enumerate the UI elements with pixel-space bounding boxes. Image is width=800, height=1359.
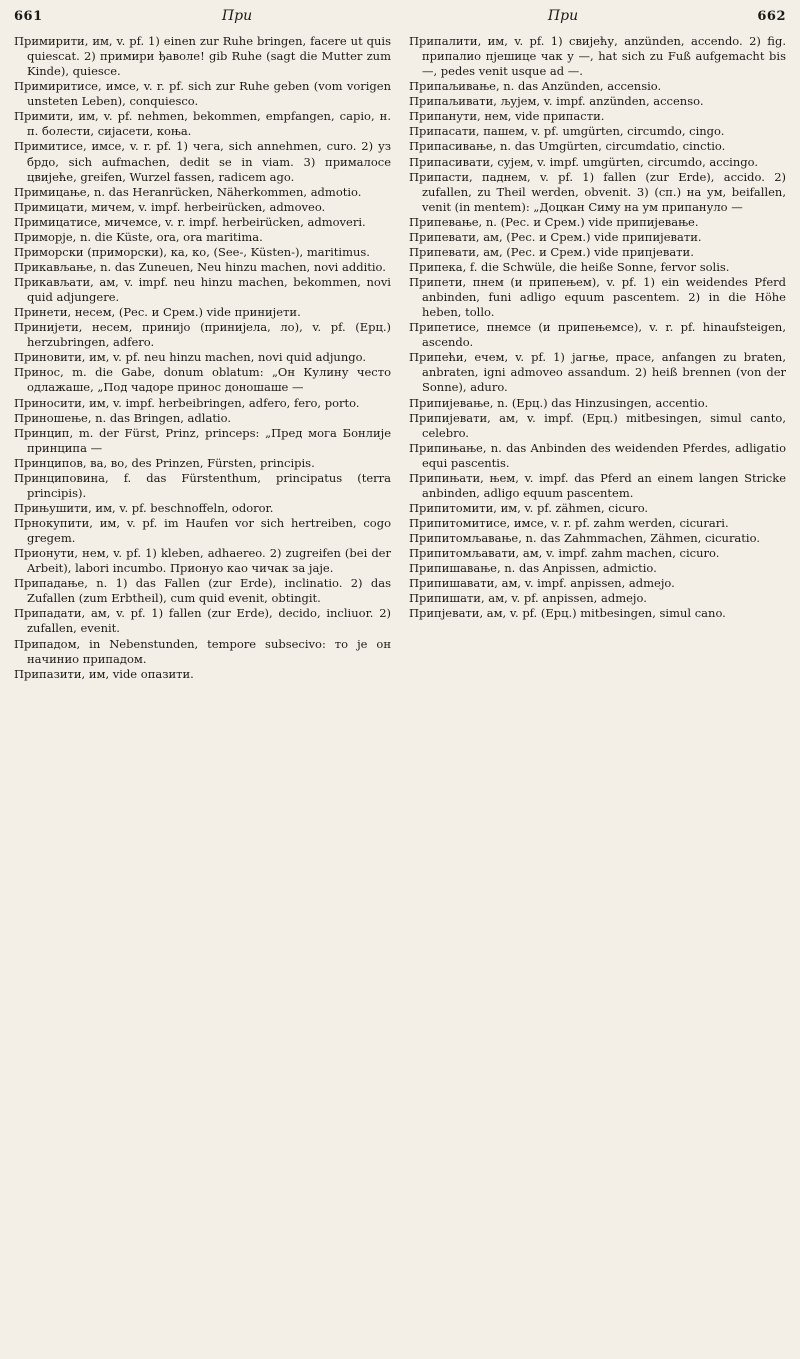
dictionary-entry: Припасати, пашем, v. pf. umgürten, circumdo, cingo. (409, 124, 725, 139)
dictionary-entry: Припијевати, ам, v. impf. (Ерц.) mitbesingen, simul canto, celebro. (409, 410, 786, 440)
dictionary-entry: Приношење, n. das Bringen, adlatio. (14, 410, 231, 425)
dictionary-entry: Припасивање, n. das Umgürten, circumdatio, cinctio. (409, 139, 726, 154)
dictionary-entry: Приморски (приморски), ка, ко, (See-, Küsten-), maritimus. (14, 244, 370, 259)
dictionary-entry: Припасти, паднем, v. pf. 1) fallen (zur Erde), accido. 2) zufallen, zu Theil werden, obvenit. 3) (сп.) на ум, beifallen, venit (in mentem): „Доцкан Симу на ум припануло — (409, 169, 786, 214)
dictionary-entry: Приновити, им, v. pf. neu hinzu machen, novi quid adjungo. (14, 350, 366, 365)
page-header (14, 8, 786, 34)
dictionary-entry: Припитомитисе, имсе, v. r. pf. zahm werden, cicurari. (409, 516, 729, 530)
dictionary-entry: Припишавати, ам, v. impf. anpissen, admejo. (409, 576, 675, 591)
dictionary-entry: Припаљивање, n. das Anzünden, accensio. (409, 79, 662, 94)
dictionary-entry: Припетисе, пнемсе (и припењемсе), v. r. pf. hinaufsteigen, ascendo. (409, 320, 786, 350)
dictionary-entry: Принциповина, f. das Fürstenthum, principatus (terra principis). (14, 470, 391, 500)
dictionary-entry: Примицање, n. das Heranrücken, Näherkommen, admotio. (14, 184, 362, 199)
dictionary-entry: Припитомити, им, v. pf. zähmen, cicuro. (409, 500, 649, 515)
dictionary-entry: Приморје, n. die Küste, ora, ora maritima. (14, 229, 263, 244)
dictionary-entry: Прионути, нем, v. pf. 1) kleben, adhaereo. 2) zugreifen (bei der Arbeit), labori incumbo. Прионуо као чичак за jаjе. (14, 546, 391, 576)
dictionary-entry: Припадом, in Nebenstunden, tempore subsecivo: то je он начинио припадом. (14, 636, 391, 666)
right-column (409, 34, 786, 682)
dictionary-entry: Примицатисе, мичемсе, v. r. impf. herbeirücken, admoveri. (14, 214, 366, 229)
dictionary-entry: Примицати, мичем, v. impf. herbeirücken, admoveo. (14, 199, 326, 214)
dictionary-entry: Прињушити, им, v. pf. beschnoffeln, odoror. (14, 500, 274, 515)
dictionary-entry: Принос, m. die Gabe, donum oblatum: „Он Кулину често одлажаше, „Под чадоре принос доношаше — (14, 365, 391, 395)
dictionary-entry: Припишавање, n. das Anpissen, admictio. (409, 561, 657, 576)
left-page-number: 661 (14, 9, 43, 24)
dictionary-entry: Припанути, нем, vide припасти. (409, 109, 605, 124)
dictionary-entry: Припитомљавање, n. das Zahmmachen, Zähmen, cicuratio. (409, 531, 760, 546)
dictionary-entry: Припјевати, ам, v. pf. (Ерц.) mitbesingen, simul cano. (409, 606, 726, 621)
dictionary-entry: Припећи, ечем, v. pf. 1) јагње, прасе, anfangen zu braten, anbraten, igni admoveo assandum. 2) heiß brennen (von der Sonne), aduro. (409, 350, 786, 395)
dictionary-entry: Примитисе, имсе, v. r. pf. 1) чега, sich annehmen, curo. 2) уз брдо, sich aufmachen, dedit se in viam. 3) прималосе цвиjеће, greifen, Wurzel fassen, radicem ago. (14, 139, 391, 184)
dictionary-entry: Прикављање, n. das Zuneuen, Neu hinzu machen, novi additio. (14, 259, 386, 274)
dictionary-entry: Припишати, ам, v. pf. anpissen, admejo. (409, 591, 647, 606)
dictionary-entry: Принети, несем, (Рес. и Срем.) vide принијети. (14, 305, 301, 320)
left-column (14, 34, 391, 682)
dictionary-entry: Примирити, им, v. pf. 1) einen zur Ruhe bringen, facere ut quis quiescat. 2) примири ђаволе! gib Ruhe (sagt die Mutter zum Kinde), quiesce. (14, 34, 391, 79)
right-page-number: 662 (757, 9, 786, 24)
dictionary-entry: Принијети, несем, принијо (принијела, ло), v. pf. (Ерц.) herzubringen, adfero. (14, 320, 391, 350)
dictionary-entry: Примити, им, v. pf. nehmen, bekommen, empfangen, capio, н. п. болести, сиjасети, коња. (14, 109, 391, 139)
dictionary-entry: Принцип, m. der Fürst, Prinz, princeps: „Пред мога Бонлиjе принципа — (14, 425, 391, 455)
dictionary-entry: Припадање, n. 1) das Fallen (zur Erde), inclinatio. 2) das Zufallen (zum Erbtheil), cum quid evenit, obtingit. (14, 576, 391, 606)
left-catchword: При (221, 8, 253, 24)
dictionary-entry: Прикављати, ам, v. impf. neu hinzu machen, bekommen, novi quid adjungere. (14, 275, 391, 305)
dictionary-entry: Припевати, ам, (Рес. и Срем.) vide припјевати. (409, 244, 694, 259)
dictionary-entry: Припалити, им, v. pf. 1) свиjећу, anzünden, accendo. 2) fig. припалио пјешице чак у —, hat sich zu Fuß aufgemacht bis —, pedes venit usque ad —. (409, 34, 786, 79)
dictionary-entry: Припињати, њем, v. impf. das Pferd an einem langen Stricke anbinden, adligo equum pascentem. (409, 470, 786, 500)
dictionary-entry: Прнокупити, им, v. pf. im Haufen vor sich hertreiben, cogo gregem. (14, 516, 391, 546)
columns (14, 34, 786, 682)
right-catchword: При (547, 8, 579, 24)
dictionary-entry: Припевати, ам, (Рес. и Срем.) vide припијевати. (409, 229, 702, 244)
dictionary-entry: Припети, пнем (и припењем), v. pf. 1) ein weidendes Pferd anbinden, funi adligo equum pascentem. 2) in die Höhe heben, tollo. (409, 275, 786, 320)
dictionary-entry: Припека, f. die Schwüle, die heiße Sonne, fervor solis. (409, 259, 730, 274)
dictionary-entry: Приносити, им, v. impf. herbeibringen, adfero, fero, porto. (14, 395, 360, 410)
dictionary-entry: Припитомљавати, ам, v. impf. zahm machen, cicuro. (409, 546, 720, 561)
dictionary-entry: Припевање, n. (Рес. и Срем.) vide припијевање. (409, 214, 699, 229)
dictionary-entry: Примиритисе, имсе, v. r. pf. sich zur Ruhe geben (vom vorigen unsteten Leben), conquiesco. (14, 79, 391, 109)
dictionary-entry: Припазити, им, vide опазити. (14, 666, 194, 681)
dictionary-entry: Принципов, ва, во, des Prinzen, Fürsten, principis. (14, 455, 315, 470)
dictionary-entry: Припаљивати, љуjем, v. impf. anzünden, accenso. (409, 94, 704, 109)
dictionary-entry: Припињање, n. das Anbinden des weidenden Pferdes, adligatio equi pascentis. (409, 440, 786, 470)
dictionary-entry: Припадати, ам, v. pf. 1) fallen (zur Erde), decido, incliuor. 2) zufallen, evenit. (14, 606, 391, 636)
dictionary-entry: Припијевање, n. (Ерц.) das Hinzusingen, accentio. (409, 395, 709, 410)
dictionary-entry: Припасивати, сујем, v. impf. umgürten, circumdo, accingo. (409, 154, 758, 169)
